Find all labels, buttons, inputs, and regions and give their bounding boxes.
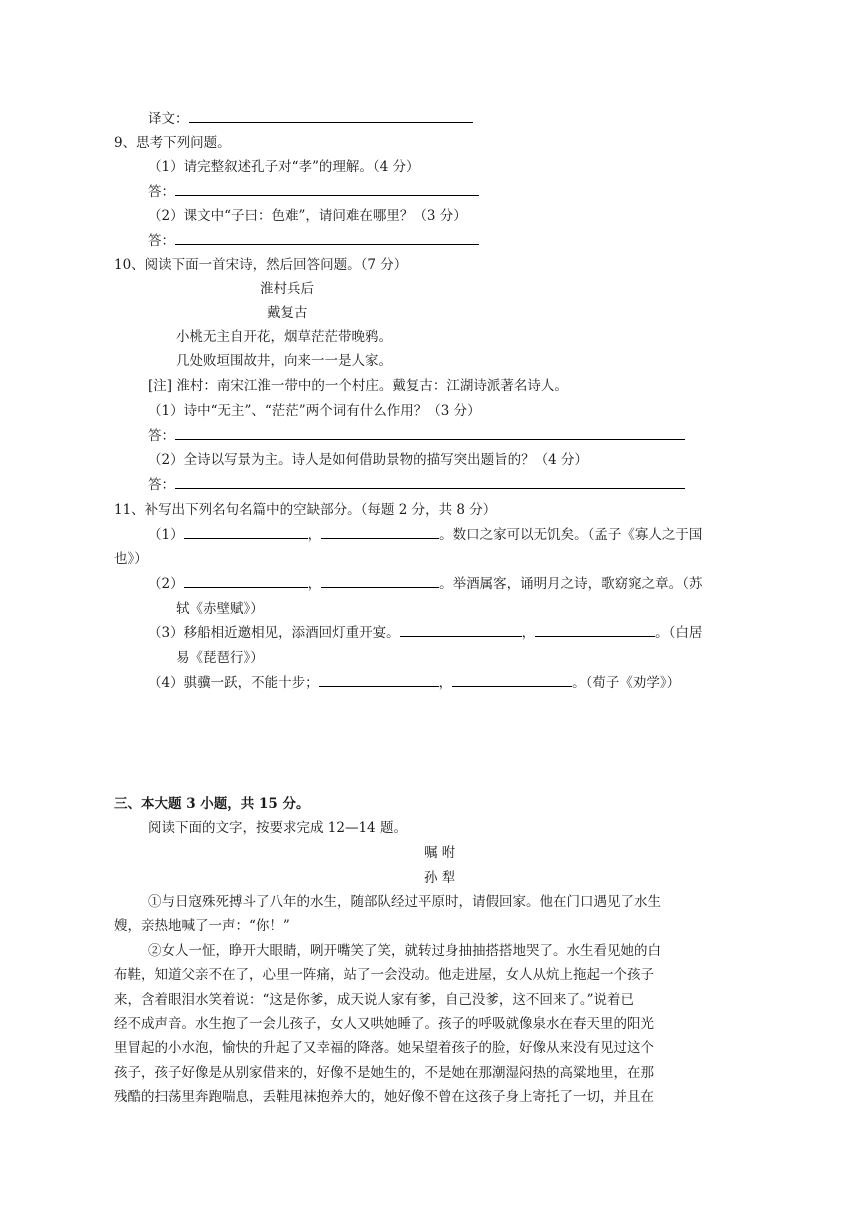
story-paragraph-1-line: ①与日寇殊死搏斗了八年的水生，随部队经过平原时，请假回家。他在门口遇见了水生 [148,894,661,910]
answer-blank[interactable] [400,622,522,637]
q10-answer1 [148,424,685,448]
poem-line-2: 几处败垣围故井，向来一一是人家。 [176,353,392,369]
story-paragraph-2-line: 孩子，孩子好像是从别家借来的，好像不是她生的，不是她在那潮湿闷热的高粱地里，在那 [114,1065,654,1081]
answer-blank[interactable] [535,622,655,637]
q11-item1: （1） ， 。数口之家可以无饥矣。（孟子《寡人之于国 [148,523,702,547]
section3-heading: 三、本大题 3 小题，共 15 分。 [114,796,310,812]
reading-instruction: 阅读下面的文字，按要求完成 12—14 题。 [148,820,407,836]
answer-blank[interactable] [452,672,572,687]
answer-blank[interactable] [175,181,479,196]
story-author: 孙 犁 [424,870,456,886]
q10-sub2: （2）全诗以写景为主。诗人是如何借助景物的描写突出题旨的？（4 分） [148,452,588,468]
story-paragraph-2-line: 布鞋，知道父亲不在了，心里一阵痛，站了一会没动。他走进屋，女人从炕上拖起一个孩子 [114,967,654,983]
story-paragraph-2-line: 残酷的扫荡里奔跑喘息，丢鞋甩袜抱养大的，她好像不曾在这孩子身上寄托了一切，并且在 [114,1089,654,1105]
q11-item4: （4）骐骥一跃，不能十步； ， 。（荀子《劝学》） [148,671,680,695]
q11-item3: （3）移船相近邀相见，添酒回灯重开宴。 ， 。（白居 [148,621,702,645]
answer-blank[interactable] [175,474,685,489]
q10-sub1: （1）诗中“无主”、“茫茫”两个词有什么作用？（3 分） [148,403,481,419]
q11-item3-cont: 易《琵琶行》） [176,650,264,666]
q10-answer2 [148,473,685,497]
answer-blank[interactable] [175,425,685,440]
q10-title: 10、阅读下面一首宋诗，然后回答问题。（7 分） [114,257,408,273]
answer-label: 答： [148,233,175,249]
translation-line [148,107,473,131]
story-title: 嘱 咐 [424,845,456,861]
q9-sub2: （2）课文中“子曰：色难”，请问难在哪里？（3 分） [148,208,467,224]
q9-title: 9、思考下列问题。 [114,135,231,151]
poem-note: [注] 淮村：南宋江淮一带中的一个村庄。戴复古：江湖诗派著名诗人。 [148,378,568,394]
answer-blank[interactable] [321,524,439,539]
answer-blank[interactable] [184,573,308,588]
answer-label: 答： [148,428,175,444]
q9-answer1 [148,180,479,204]
answer-label: 答： [148,184,175,200]
answer-blank[interactable] [184,524,308,539]
poem-author: 戴复古 [267,305,308,321]
story-paragraph-2-line: 经不成声音。水生抱了一会儿孩子，女人又哄她睡了。孩子的呼吸就像泉水在春天里的阳光 [114,1016,654,1032]
q11-item1-cont: 也》） [114,551,148,567]
story-paragraph-1-line: 嫂，亲热地喊了一声：“你！” [114,918,290,934]
answer-blank[interactable] [319,672,439,687]
poem-title: 淮村兵后 [260,281,314,297]
answer-blank[interactable] [321,573,439,588]
q11-item2-cont: 轼《赤壁赋》） [176,601,264,617]
q9-answer2 [148,229,479,253]
q11-title: 11、补写出下列名句名篇中的空缺部分。（每题 2 分，共 8 分） [114,502,497,518]
translation-label: 译文： [148,111,189,127]
answer-blank[interactable] [189,108,473,123]
answer-label: 答： [148,477,175,493]
poem-line-1: 小桃无主自开花，烟草茫茫带晚鸦。 [176,329,392,345]
story-paragraph-2-line: ②女人一怔，睁开大眼睛，咧开嘴笑了笑，就转过身抽抽搭搭地哭了。水生看见她的白 [148,943,661,959]
q9-sub1: （1）请完整叙述孔子对“孝”的理解。（4 分） [148,159,420,175]
q11-item2: （2） ， 。举酒属客，诵明月之诗，歌窈窕之章。（苏 [148,572,702,596]
story-paragraph-2-line: 里冒起的小水泡，愉快的升起了又幸福的降落。她呆望着孩子的脸，好像从来没有见过这个 [114,1040,654,1056]
story-paragraph-2-line: 来，含着眼泪水笑着说：“这是你爹，成天说人家有爹，自己没爹，这不回来了。”说着已 [114,992,635,1008]
answer-blank[interactable] [175,230,479,245]
